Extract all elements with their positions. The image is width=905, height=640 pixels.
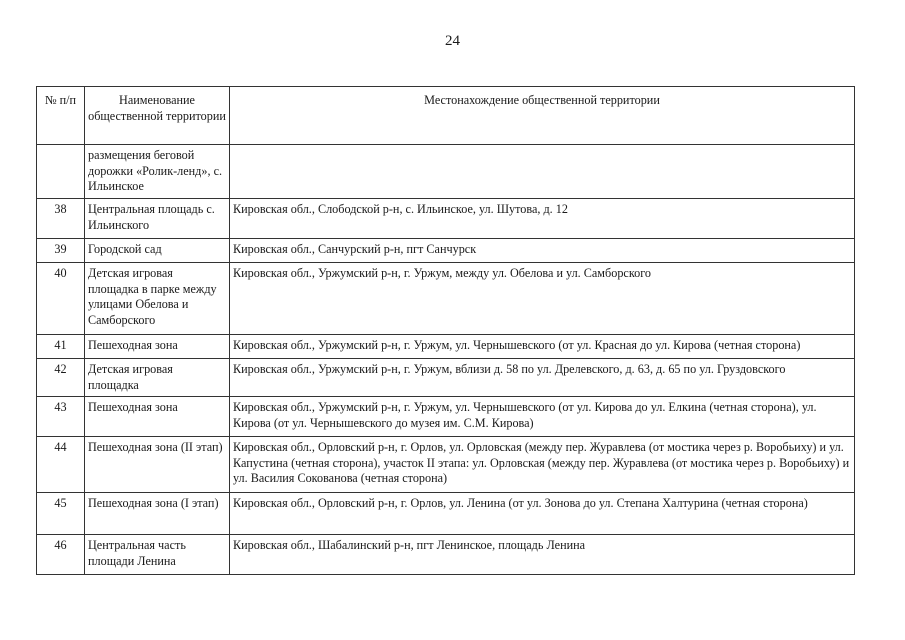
- row-num: 44: [37, 437, 85, 493]
- row-num: 42: [37, 359, 85, 397]
- table-row: [37, 397, 855, 437]
- row-location: Кировская обл., Уржумский р-н, г. Уржум, между ул. Обелова и ул. Самборского: [230, 263, 855, 335]
- row-num: 43: [37, 397, 85, 437]
- row-name: Пешеходная зона (I этап): [85, 493, 230, 535]
- page-number: 24: [445, 33, 460, 49]
- row-name: размещения беговой дорожки «Ролик-ленд», с. Ильинское: [85, 145, 230, 199]
- row-num: 39: [37, 239, 85, 263]
- table-row: [37, 359, 855, 397]
- table-row: [37, 145, 855, 199]
- table-header-row: [37, 87, 855, 145]
- row-location: Кировская обл., Орловский р-н, г. Орлов, ул. Ленина (от ул. Зонова до ул. Степана Халтурина (четная сторона): [230, 493, 855, 535]
- row-location: Кировская обл., Слободской р-н, с. Ильинское, ул. Шутова, д. 12: [230, 199, 855, 239]
- row-location: Кировская обл., Шабалинский р-н, пгт Ленинское, площадь Ленина: [230, 535, 855, 575]
- row-num: 38: [37, 199, 85, 239]
- row-num: [37, 145, 85, 199]
- row-location: Кировская обл., Уржумский р-н, г. Уржум, вблизи д. 58 по ул. Дрелевского, д. 63, д. 65 по ул. Груздовского: [230, 359, 855, 397]
- row-name: Центральная площадь с. Ильинского: [85, 199, 230, 239]
- table-row: [37, 239, 855, 263]
- header-num: № п/п: [37, 87, 85, 145]
- table-row: [37, 437, 855, 493]
- row-name: Центральная часть площади Ленина: [85, 535, 230, 575]
- row-name: Детская игровая площадка: [85, 359, 230, 397]
- row-num: 40: [37, 263, 85, 335]
- row-location: Кировская обл., Уржумский р-н, г. Уржум, ул. Чернышевского (от ул. Красная до ул. Кирова (четная сторона): [230, 335, 855, 359]
- row-name: Пешеходная зона: [85, 335, 230, 359]
- territories-table: [36, 86, 855, 575]
- row-name: Пешеходная зона: [85, 397, 230, 437]
- header-name: Наименование общественной территории: [85, 87, 230, 145]
- row-location: [230, 145, 855, 199]
- table-row: [37, 493, 855, 535]
- row-num: 46: [37, 535, 85, 575]
- row-name: Пешеходная зона (II этап): [85, 437, 230, 493]
- table-row: [37, 263, 855, 335]
- row-location: Кировская обл., Санчурский р-н, пгт Санчурск: [230, 239, 855, 263]
- table-row: [37, 335, 855, 359]
- row-location: Кировская обл., Орловский р-н, г. Орлов, ул. Орловская (между пер. Журавлева (от мостика через р. Воробьиху) и ул. Капустина (четная сторона), участок II этапа: ул. Орловская (между пер. Журавлева (от мостика через р. Воробьиху) и ул. Василия Сокованова (четная сторона): [230, 437, 855, 493]
- row-num: 41: [37, 335, 85, 359]
- table-row: [37, 535, 855, 575]
- row-name: Городской сад: [85, 239, 230, 263]
- row-location: Кировская обл., Уржумский р-н, г. Уржум, ул. Чернышевского (от ул. Кирова до ул. Елкина (четная сторона), ул. Кирова (от ул. Чернышевского до музея им. С.М. Кирова): [230, 397, 855, 437]
- table-row: [37, 199, 855, 239]
- header-location: Местонахождение общественной территории: [230, 87, 855, 145]
- row-num: 45: [37, 493, 85, 535]
- row-name: Детская игровая площадка в парке между улицами Обелова и Самборского: [85, 263, 230, 335]
